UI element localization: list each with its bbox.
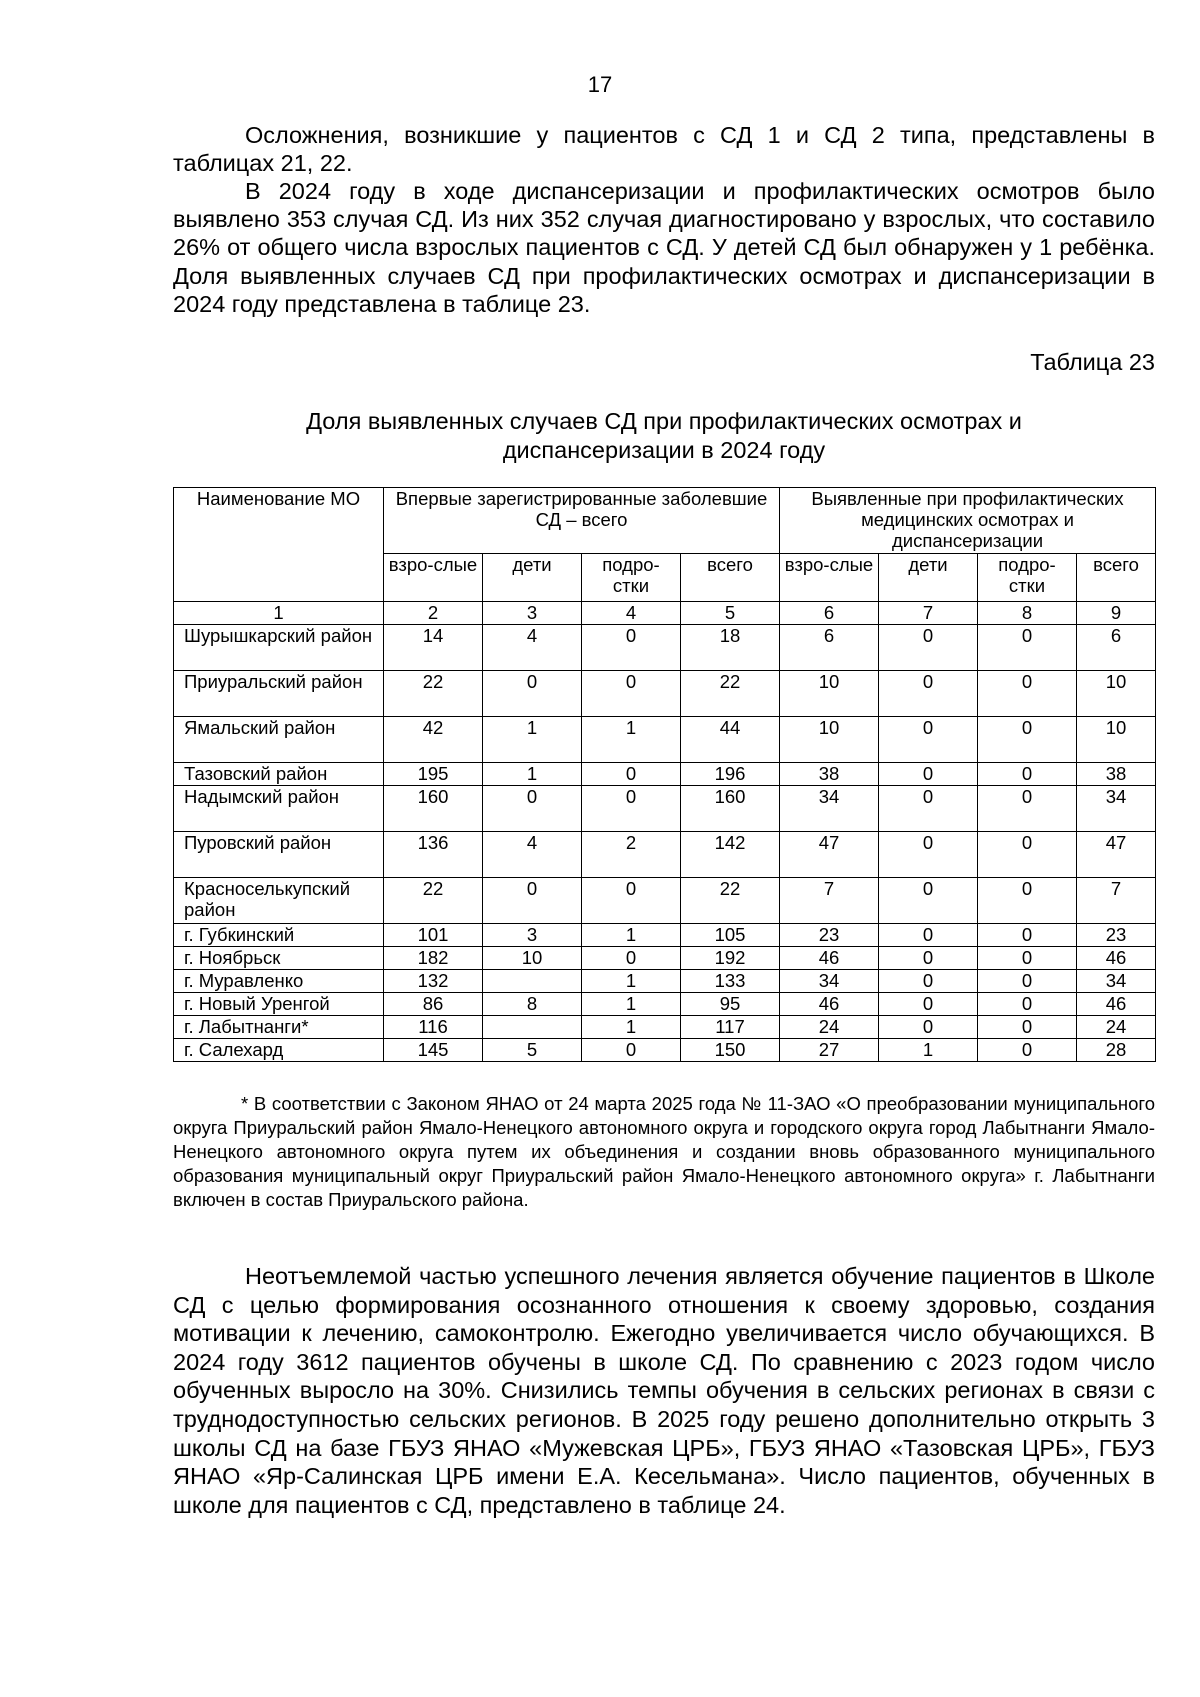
row-value: 38 bbox=[780, 763, 879, 786]
row-value: 0 bbox=[483, 878, 582, 924]
row-value: 0 bbox=[879, 832, 978, 878]
row-value: 1 bbox=[483, 717, 582, 763]
row-value: 133 bbox=[681, 970, 780, 993]
column-number: 2 bbox=[384, 602, 483, 625]
row-name: Приуральский район bbox=[174, 671, 384, 717]
row-value: 42 bbox=[384, 717, 483, 763]
row-value: 0 bbox=[978, 763, 1077, 786]
row-value: 1 bbox=[582, 1016, 681, 1039]
row-value: 34 bbox=[780, 970, 879, 993]
row-value: 0 bbox=[582, 671, 681, 717]
table-row bbox=[174, 786, 1156, 832]
row-value: 0 bbox=[582, 878, 681, 924]
row-value: 1 bbox=[582, 717, 681, 763]
row-value: 2 bbox=[582, 832, 681, 878]
row-value: 6 bbox=[780, 625, 879, 671]
table-row bbox=[174, 1039, 1156, 1062]
row-value: 6 bbox=[1077, 625, 1156, 671]
row-value: 47 bbox=[780, 832, 879, 878]
row-value: 160 bbox=[384, 786, 483, 832]
row-value: 5 bbox=[483, 1039, 582, 1062]
row-value: 10 bbox=[780, 717, 879, 763]
row-value: 0 bbox=[978, 993, 1077, 1016]
row-value: 0 bbox=[582, 1039, 681, 1062]
header-group-detected: Выявленные при профилактических медицинских осмотрах и диспансеризации bbox=[780, 488, 1156, 554]
row-value: 0 bbox=[879, 625, 978, 671]
row-value: 105 bbox=[681, 924, 780, 947]
paragraph-screening bbox=[173, 177, 1155, 318]
row-value: 192 bbox=[681, 947, 780, 970]
row-value: 23 bbox=[1077, 924, 1156, 947]
paragraph-screening-text: В 2024 году в ходе диспансеризации и профилактических осмотров было выявлено 353 случая СД. Из них 352 случая диагностировано у взрослых, что составило 26% от общего числа взрослых пациентов с СД. У детей СД был обнаружен у 1 ребёнка. Доля выявленных случаев СД при профилактических осмотрах и диспансеризации в 2024 году представлена в таблице 23. bbox=[173, 178, 1155, 317]
footnote-text: * В соответствии с Законом ЯНАО от 24 марта 2025 года № 11-ЗАО «О преобразовании муниципального округа Приуральский район Ямало-Ненецкого автономного округа и городского округа город Лабытнанги Ямало-Ненецкого автономного округа путем их объединения и создании вновь образованного муниципального образования муниципальный округ Приуральский район Ямало-Ненецкого автономного округа» г. Лабытнанги включен в состав Приуральского района. bbox=[173, 1093, 1155, 1210]
row-value: 14 bbox=[384, 625, 483, 671]
row-name: г. Муравленко bbox=[174, 970, 384, 993]
row-value: 28 bbox=[1077, 1039, 1156, 1062]
paragraph-complications bbox=[173, 121, 1155, 177]
row-value: 44 bbox=[681, 717, 780, 763]
table-row bbox=[174, 717, 1156, 763]
row-value: 4 bbox=[483, 625, 582, 671]
column-number: 5 bbox=[681, 602, 780, 625]
row-value: 47 bbox=[1077, 832, 1156, 878]
row-value: 10 bbox=[1077, 671, 1156, 717]
column-number: 9 bbox=[1077, 602, 1156, 625]
row-value: 0 bbox=[879, 717, 978, 763]
column-number-row bbox=[174, 602, 1156, 625]
row-value bbox=[483, 970, 582, 993]
header-group-registered: Впервые зарегистрированные заболевшие СД – всего bbox=[384, 488, 780, 554]
row-value: 0 bbox=[483, 786, 582, 832]
row-name: Ямальский район bbox=[174, 717, 384, 763]
row-value: 3 bbox=[483, 924, 582, 947]
row-value: 8 bbox=[483, 993, 582, 1016]
row-value: 132 bbox=[384, 970, 483, 993]
subheader-total: всего bbox=[681, 554, 780, 602]
column-number: 7 bbox=[879, 602, 978, 625]
row-name: Шурышкарский район bbox=[174, 625, 384, 671]
row-value: 22 bbox=[384, 878, 483, 924]
row-value: 27 bbox=[780, 1039, 879, 1062]
row-value: 0 bbox=[879, 878, 978, 924]
row-value: 10 bbox=[1077, 717, 1156, 763]
row-value: 1 bbox=[582, 993, 681, 1016]
row-name: г. Лабытнанги* bbox=[174, 1016, 384, 1039]
table-label: Таблица 23 bbox=[1030, 349, 1155, 375]
row-name: г. Ноябрьск bbox=[174, 947, 384, 970]
table-row bbox=[174, 970, 1156, 993]
table-row bbox=[174, 1016, 1156, 1039]
row-value: 7 bbox=[1077, 878, 1156, 924]
row-value: 142 bbox=[681, 832, 780, 878]
row-value: 0 bbox=[582, 947, 681, 970]
table-row bbox=[174, 763, 1156, 786]
table-row bbox=[174, 671, 1156, 717]
table-title bbox=[173, 407, 1155, 465]
row-value: 0 bbox=[879, 970, 978, 993]
row-value: 7 bbox=[780, 878, 879, 924]
paragraph-complications-text: Осложнения, возникшие у пациентов с СД 1 и СД 2 типа, представлены в таблицах 21, 22. bbox=[173, 122, 1155, 177]
row-value: 116 bbox=[384, 1016, 483, 1039]
row-value: 0 bbox=[879, 763, 978, 786]
row-value: 23 bbox=[780, 924, 879, 947]
row-value: 0 bbox=[879, 786, 978, 832]
row-value: 86 bbox=[384, 993, 483, 1016]
subheader-total: всего bbox=[1077, 554, 1156, 602]
row-value: 10 bbox=[483, 947, 582, 970]
row-value: 101 bbox=[384, 924, 483, 947]
column-number: 3 bbox=[483, 602, 582, 625]
row-value: 0 bbox=[483, 671, 582, 717]
row-value: 0 bbox=[582, 763, 681, 786]
row-value: 34 bbox=[1077, 970, 1156, 993]
subheader-teens: подро-стки bbox=[978, 554, 1077, 602]
row-value: 196 bbox=[681, 763, 780, 786]
row-name: Пуровский район bbox=[174, 832, 384, 878]
row-value: 0 bbox=[978, 786, 1077, 832]
table-title-line-1: Доля выявленных случаев СД при профилактических осмотрах и bbox=[306, 408, 1022, 434]
paragraph-school-text: Неотъемлемой частью успешного лечения является обучение пациентов в Школе СД с целью формирования осознанного отношения к своему здоровью, создания мотивации к лечению, самоконтролю. Ежегодно увеличивается число обучающихся. В 2024 году 3612 пациентов обучены в школе СД. По сравнению с 2023 годом число обученных выросло на 30%. Снизились темпы обучения в сельских регионах в связи с труднодоступностью сельских регионов. В 2025 году решено дополнительно открыть 3 школы СД на базе ГБУЗ ЯНАО «Мужевская ЦРБ», ГБУЗ ЯНАО «Тазовская ЦРБ», ГБУЗ ЯНАО «Яр-Салинская ЦРБ имени Е.А. Кесельмана». Число пациентов, обученных в школе для пациентов с СД, представлено в таблице 24. bbox=[173, 1263, 1155, 1518]
row-value: 182 bbox=[384, 947, 483, 970]
row-value: 0 bbox=[978, 924, 1077, 947]
row-value: 0 bbox=[978, 947, 1077, 970]
table-row bbox=[174, 947, 1156, 970]
column-number: 1 bbox=[174, 602, 384, 625]
row-value: 0 bbox=[879, 947, 978, 970]
column-number: 8 bbox=[978, 602, 1077, 625]
row-value: 10 bbox=[780, 671, 879, 717]
row-value: 150 bbox=[681, 1039, 780, 1062]
row-value: 0 bbox=[879, 671, 978, 717]
table-row bbox=[174, 625, 1156, 671]
screening-table bbox=[173, 487, 1156, 1062]
table-row bbox=[174, 993, 1156, 1016]
row-value: 22 bbox=[384, 671, 483, 717]
footnote bbox=[173, 1092, 1155, 1212]
row-name: Красноселькупский район bbox=[174, 878, 384, 924]
subheader-children: дети bbox=[879, 554, 978, 602]
row-value: 34 bbox=[1077, 786, 1156, 832]
row-value: 46 bbox=[780, 993, 879, 1016]
table-row bbox=[174, 878, 1156, 924]
row-value: 38 bbox=[1077, 763, 1156, 786]
row-name: Надымский район bbox=[174, 786, 384, 832]
row-value: 0 bbox=[879, 924, 978, 947]
row-value: 46 bbox=[780, 947, 879, 970]
paragraph-school bbox=[173, 1262, 1155, 1519]
row-value bbox=[483, 1016, 582, 1039]
row-value: 160 bbox=[681, 786, 780, 832]
row-value: 195 bbox=[384, 763, 483, 786]
subheader-children: дети bbox=[483, 554, 582, 602]
row-value: 95 bbox=[681, 993, 780, 1016]
row-value: 0 bbox=[978, 832, 1077, 878]
column-number: 4 bbox=[582, 602, 681, 625]
page-number: 17 bbox=[587, 72, 613, 97]
row-value: 0 bbox=[978, 878, 1077, 924]
row-name: Тазовский район bbox=[174, 763, 384, 786]
row-name: г. Новый Уренгой bbox=[174, 993, 384, 1016]
row-value: 0 bbox=[978, 970, 1077, 993]
row-value: 1 bbox=[582, 970, 681, 993]
row-value: 22 bbox=[681, 878, 780, 924]
row-value: 1 bbox=[582, 924, 681, 947]
row-value: 0 bbox=[978, 1016, 1077, 1039]
subheader-adults: взро-слые bbox=[780, 554, 879, 602]
row-value: 0 bbox=[879, 993, 978, 1016]
row-value: 136 bbox=[384, 832, 483, 878]
row-value: 0 bbox=[582, 786, 681, 832]
row-value: 0 bbox=[582, 625, 681, 671]
row-value: 0 bbox=[978, 671, 1077, 717]
row-name: г. Губкинский bbox=[174, 924, 384, 947]
column-number: 6 bbox=[780, 602, 879, 625]
row-value: 24 bbox=[780, 1016, 879, 1039]
header-name: Наименование МО bbox=[174, 488, 384, 602]
table-title-line-2: диспансеризации в 2024 году bbox=[502, 437, 826, 463]
row-value: 145 bbox=[384, 1039, 483, 1062]
row-value: 22 bbox=[681, 671, 780, 717]
row-value: 0 bbox=[879, 1016, 978, 1039]
row-value: 18 bbox=[681, 625, 780, 671]
row-value: 46 bbox=[1077, 947, 1156, 970]
row-value: 0 bbox=[978, 1039, 1077, 1062]
row-value: 34 bbox=[780, 786, 879, 832]
table-row bbox=[174, 924, 1156, 947]
table-row bbox=[174, 832, 1156, 878]
row-value: 117 bbox=[681, 1016, 780, 1039]
row-value: 4 bbox=[483, 832, 582, 878]
row-value: 1 bbox=[483, 763, 582, 786]
row-value: 0 bbox=[978, 717, 1077, 763]
subheader-adults: взро-слые bbox=[384, 554, 483, 602]
row-name: г. Салехард bbox=[174, 1039, 384, 1062]
row-value: 1 bbox=[879, 1039, 978, 1062]
row-value: 46 bbox=[1077, 993, 1156, 1016]
subheader-teens: подро-стки bbox=[582, 554, 681, 602]
row-value: 24 bbox=[1077, 1016, 1156, 1039]
row-value: 0 bbox=[978, 625, 1077, 671]
